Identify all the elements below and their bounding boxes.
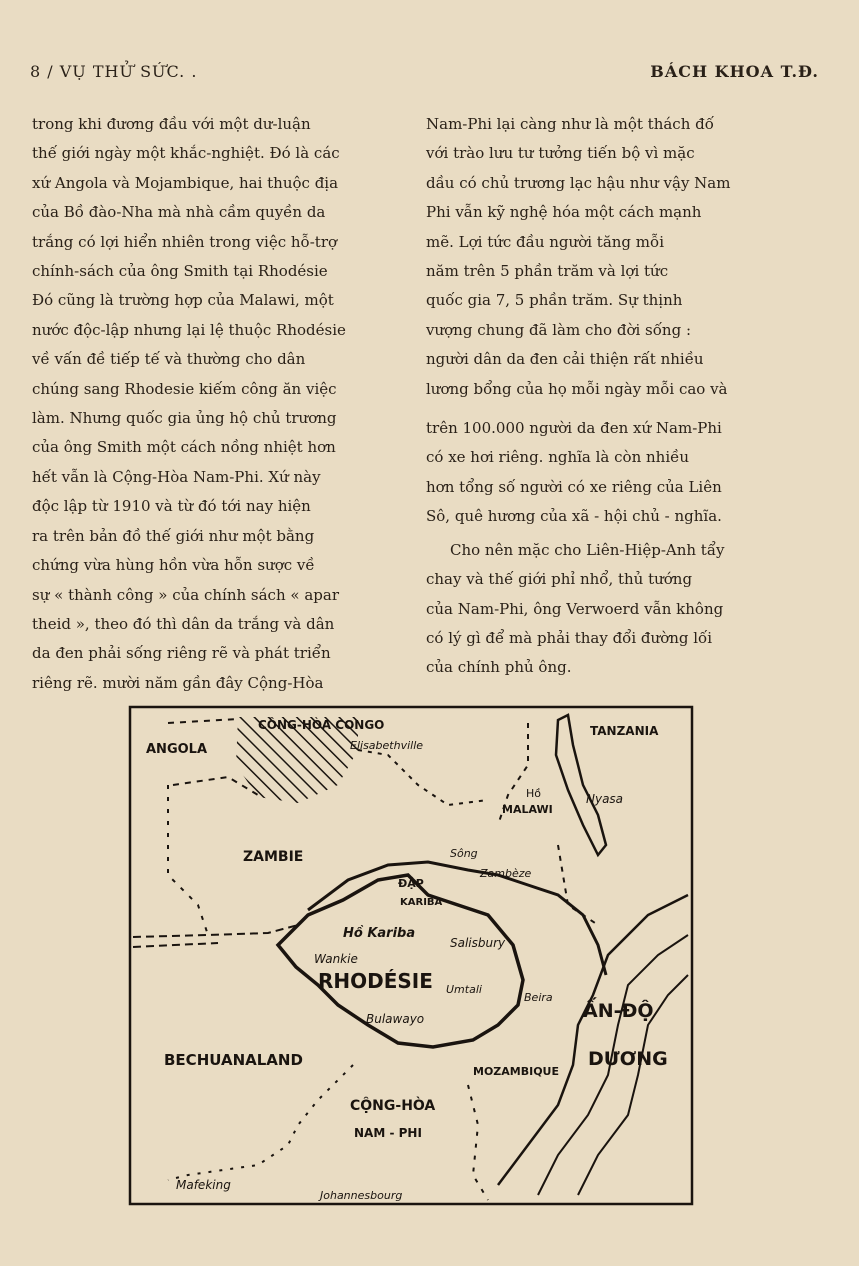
map-label-bechuanaland: BECHUANALAND [164,1051,303,1069]
text-line: Phi vẫn kỹ nghệ hóa một cách mạnh [426,203,702,222]
text-line: người dân da đen cải thiện rất nhiều [426,350,704,369]
map-label-angola: ANGOLA [146,742,208,757]
border-line [558,845,598,925]
border-line [168,719,238,723]
text-line: sự « thành công » của chính sách « apar [32,585,339,604]
page-header-left: 8 / VỤ THỬ SỨC. . [30,62,198,81]
text-line: trong khi đương đầu với một dư-luận [32,115,311,133]
map-label-nam-phi: NAM - PHI [354,1126,422,1140]
text-line: da đen phải sống riêng rẽ và phát triển [32,644,331,663]
map-label-umtali: Umtali [446,983,482,996]
text-line: hơn tổng số người có xe riêng của Liên [426,477,722,496]
map-label-an-do: ẤN-ĐỘ [583,1000,654,1022]
text-line: trên 100.000 người da đen xứ Nam-Phi [426,419,722,438]
left-column-paragraph [32,110,400,698]
right-column-paragraph-3 [426,536,794,683]
map-label-salisbury: Salisbury [450,936,506,950]
text-line: chính-sách của ông Smith tại Rhodésie [32,262,328,281]
text-line: lương bổng của họ mỗi ngày mỗi cao và [426,379,728,398]
map-label-elisabethville: Elisabethville [350,739,424,752]
text-line: quốc gia 7, 5 phần trăm. Sự thịnh [426,291,683,310]
text-line: hết vẫn là Cộng-Hòa Nam-Phi. Xứ này [32,467,321,486]
text-line: Sô, quê hương của xã - hội chủ - nghĩa. [426,507,722,526]
map-label-tanzania: TANZANIA [590,724,659,738]
text-line: Đó cũng là trường hợp của Malawi, một [32,291,334,310]
map-label-song: Sông [450,847,478,860]
text-line: của Bồ đào-Nha mà nhà cầm quyền da [32,203,326,222]
map-label-ho: Hồ [526,787,542,800]
text-line: chúng sang Rhodesie kiếm công ăn việc [32,379,337,398]
page-header [30,62,819,86]
text-line: vượng chung đã làm cho đời sống : [426,320,692,339]
map-label-dap: ĐẬP [398,877,424,890]
text-line: xứ Angola và Mojambique, hai thuộc địa [32,173,339,192]
map-label-beira: Beira [524,991,553,1004]
map-label-ho-kariba: Hồ Kariba [343,926,416,941]
map-label-mozambique: MOZAMBIQUE [473,1065,560,1078]
text-line: mẽ. Lợi tức đầu người tăng mỗi [426,232,664,251]
right-column [426,110,794,683]
text-line: Cho nên mặc cho Liên-Hiệp-Anh tẩy [450,540,725,559]
right-column-paragraph-1 [426,110,794,404]
text-line: của chính phủ ông. [426,658,572,677]
map-label-congo: CÔNG-HÒA CONGO [258,718,385,732]
text-line: theid », theo đó thì dân da trắng và dân [32,614,335,633]
border-line [358,750,488,805]
map-label-kariba-dam: KARIBA [400,897,443,908]
coastline [498,895,688,1185]
right-column-paragraph-2 [426,414,794,532]
map-label-duong: DƯƠNG [588,1048,668,1070]
map-svg [128,705,694,1206]
text-line: chay và thế giới phỉ nhổ, thủ tướng [426,570,693,589]
text-line: riêng rẽ. mười năm gần đây Cộng-Hòa [32,673,324,692]
text-line: của Nam-Phi, ông Verwoerd vẫn không [426,599,724,618]
text-line: nước độc-lập nhưng lại lệ thuộc Rhodésie [32,320,346,339]
text-line: trắng có lợi hiển nhiên trong việc hỗ-trợ [32,232,338,251]
map-label-malawi: MALAWI [502,803,553,816]
border-line [133,943,218,947]
text-line: làm. Nhưng quốc gia ủng hộ chủ trương [32,409,337,428]
border-line [173,777,258,795]
map-label-johannesbourg: Johannesbourg [320,1189,403,1202]
text-line: Nam-Phi lại càng như là một thách đố [426,115,714,133]
text-line: chứng vừa hùng hồn vừa hỗn sược về [32,556,315,575]
page-header-right: BÁCH KHOA T.Đ. [650,62,819,81]
text-line: độc lập từ 1910 và từ đó tới nay hiện [32,497,311,516]
text-line: năm trên 5 phần trăm và lợi tức [426,262,669,281]
text-line: có lý gì để mà phải thay đổi đường lối [426,628,713,647]
map-figure [128,705,694,1206]
paragraph-gap [426,404,794,414]
left-column [32,110,400,698]
map-label-nyasa: Nyasa [586,792,624,806]
map-label-mafeking: Mafeking [176,1178,231,1192]
text-line: có xe hơi riêng. nghĩa là còn nhiều [426,448,690,467]
border-line [168,1065,353,1180]
text-line: thế giới ngày một khắc-nghiệt. Đó là các [32,144,340,163]
map-label-zambie: ZAMBIE [243,849,304,865]
text-line: về vấn đề tiếp tế và thường cho dân [32,350,306,369]
map-label-cong-hoa: CỘNG-HÒA [350,1098,436,1114]
text-line: của ông Smith một cách nồng nhiệt hơn [32,438,336,457]
map-label-zambeze: Zambèze [480,867,532,880]
map-label-bulawayo: Bulawayo [366,1012,425,1026]
border-line [468,1085,488,1200]
border-line [168,785,208,935]
map-label-wankie: Wankie [314,952,358,966]
border-line [133,925,298,937]
text-line: dầu có chủ trương lạc hậu như vậy Nam [426,173,731,192]
text-line: ra trên bản đồ thế giới như một bằng [32,526,315,545]
map-label-rhodesie: RHODÉSIE [318,969,433,993]
text-line: với trào lưu tư tưởng tiến bộ vì mặc [426,144,695,163]
